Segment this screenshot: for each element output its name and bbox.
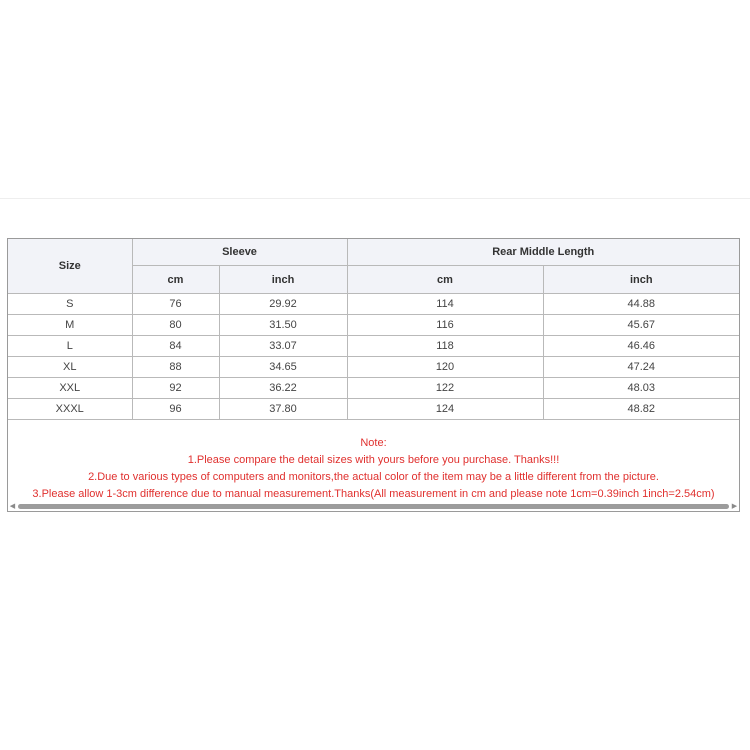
- size-cell: XL: [8, 357, 132, 378]
- scrollbar-thumb[interactable]: [18, 504, 729, 509]
- sleeve-inch-cell: 37.80: [219, 399, 347, 420]
- length-inch-cell: 46.46: [543, 336, 739, 357]
- table-row: [8, 357, 739, 378]
- length-cm-cell: 116: [347, 315, 543, 336]
- size-cell: L: [8, 336, 132, 357]
- length-inch-header: inch: [543, 266, 739, 294]
- sleeve-inch-cell: 34.65: [219, 357, 347, 378]
- table-row: [8, 378, 739, 399]
- sleeve-inch-cell: 36.22: [219, 378, 347, 399]
- sleeve-inch-cell: 31.50: [219, 315, 347, 336]
- sleeve-cm-cell: 80: [132, 315, 219, 336]
- table-header-row: [8, 239, 739, 266]
- length-cm-cell: 120: [347, 357, 543, 378]
- size-cell: XXXL: [8, 399, 132, 420]
- length-inch-cell: 47.24: [543, 357, 739, 378]
- notes-title: Note:: [360, 437, 387, 449]
- sleeve-inch-header: inch: [219, 266, 347, 294]
- length-inch-cell: 48.03: [543, 378, 739, 399]
- length-inch-cell: 48.82: [543, 399, 739, 420]
- notes-block: [8, 435, 739, 503]
- size-cell: M: [8, 315, 132, 336]
- length-cm-cell: 114: [347, 294, 543, 315]
- length-inch-cell: 45.67: [543, 315, 739, 336]
- rear-middle-length-group-header: Rear Middle Length: [347, 239, 739, 266]
- arrow-right-icon[interactable]: ▶: [731, 503, 738, 510]
- sleeve-inch-cell: 29.92: [219, 294, 347, 315]
- table-row: [8, 315, 739, 336]
- length-inch-cell: 44.88: [543, 294, 739, 315]
- length-cm-cell: 124: [347, 399, 543, 420]
- sleeve-cm-cell: 88: [132, 357, 219, 378]
- size-chart-panel: [7, 238, 740, 512]
- note-line-1: 1.Please compare the detail sizes with yours before you purchase. Thanks!!!: [187, 454, 560, 466]
- table-row: [8, 399, 739, 420]
- sleeve-cm-cell: 96: [132, 399, 219, 420]
- length-cm-header: cm: [347, 266, 543, 294]
- note-line-2: 2.Due to various types of computers and monitors,the actual color of the item may be a little different from the picture.: [88, 471, 659, 483]
- sleeve-inch-cell: 33.07: [219, 336, 347, 357]
- arrow-left-icon[interactable]: ◀: [9, 503, 16, 510]
- sleeve-cm-cell: 84: [132, 336, 219, 357]
- sleeve-group-header: Sleeve: [132, 239, 347, 266]
- size-cell: XXL: [8, 378, 132, 399]
- scrollbar-track[interactable]: [18, 504, 729, 509]
- sleeve-cm-header: cm: [132, 266, 219, 294]
- table-row: [8, 294, 739, 315]
- top-divider: [0, 198, 750, 199]
- horizontal-scrollbar[interactable]: [8, 502, 739, 511]
- sleeve-cm-cell: 92: [132, 378, 219, 399]
- note-line-3: 3.Please allow 1-3cm difference due to manual measurement.Thanks(All measurement in cm and please note 1cm=0.39inch 1inch=2.54cm): [32, 488, 715, 500]
- table-row: [8, 336, 739, 357]
- length-cm-cell: 122: [347, 378, 543, 399]
- size-chart-table: [8, 239, 739, 420]
- sleeve-cm-cell: 76: [132, 294, 219, 315]
- size-cell: S: [8, 294, 132, 315]
- length-cm-cell: 118: [347, 336, 543, 357]
- size-column-header: Size: [8, 239, 132, 294]
